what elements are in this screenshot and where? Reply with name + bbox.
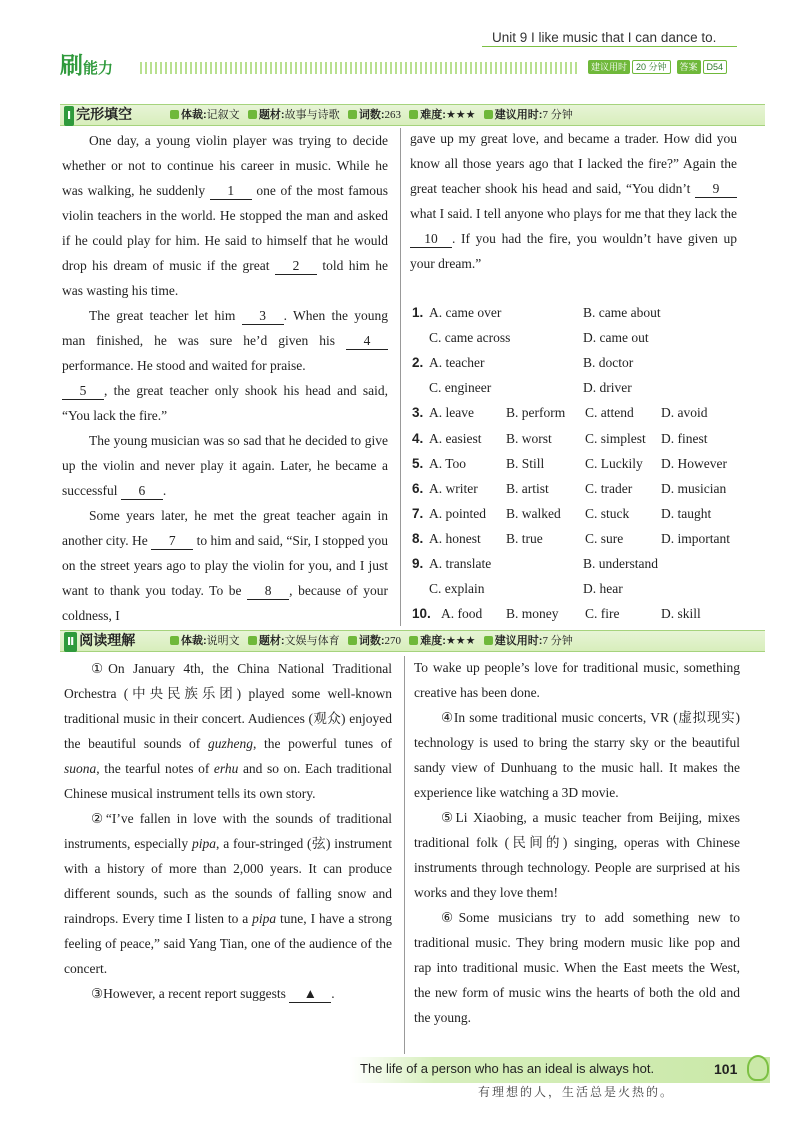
- cloze-paragraph: The great teacher let him 3 . When the young man finished, he was sure he’d given his 4 performance. He stood and waited for praise.: [62, 308, 388, 373]
- question-number: 3.: [412, 405, 424, 421]
- words-icon: [348, 636, 357, 645]
- unit-title: Unit 9 I like music that I can dance to.: [492, 30, 717, 45]
- option-d: D. skill: [661, 606, 701, 622]
- option-c: C. attend: [585, 405, 634, 421]
- cloze-paragraph: One day, a young violin player was trying to decide whether or not to continue his career in music. While he was walking, he suddenly 1 one of the most famous violin teachers in the world. He stopped the man and asked if he could play for him. He said to himself that he would drop his dream of music if the great 2 told him he was wasting his time.: [62, 133, 388, 298]
- section2-meta: 体裁:说明文 题材:文娱与体育 词数:270 难度:★★★ 建议用时:7 分钟: [170, 631, 573, 651]
- question-number: 1.: [412, 305, 424, 320]
- column-divider: [404, 656, 405, 1054]
- page-number: 101: [714, 1061, 738, 1077]
- time-value: 20 分钟: [632, 60, 671, 74]
- option-c: C. simplest: [585, 430, 646, 446]
- blank-3[interactable]: 3: [242, 307, 284, 325]
- blank-4[interactable]: 4: [346, 332, 388, 350]
- option-b: B. doctor: [583, 355, 634, 371]
- clock-icon: [484, 636, 493, 645]
- option-b: B. understand: [583, 556, 658, 571]
- reading-paragraph: ⑤Li Xiaobing, a music teacher from Beijing, mixes traditional folk (民间的) singing, operas with Chinese instruments through technology. People are surprised at his works and they love them!: [414, 810, 740, 900]
- blank-6[interactable]: 6: [121, 482, 163, 500]
- question-number: 10.: [412, 606, 431, 622]
- blank-9[interactable]: 9: [695, 180, 737, 198]
- option-c: C. engineer: [429, 380, 492, 396]
- cloze-paragraph: Some years later, he met the great teacher again in another city. He 7 to him and said, “Sir, I stopped you on the street years ago to play the violin for you, and I just want to thank you today. To be 8 , because of your coldness, I: [62, 508, 388, 623]
- option-a: A. translate: [429, 556, 492, 571]
- answer-blank[interactable]: ▲: [289, 985, 331, 1003]
- reading-paragraph: ③However, a recent report suggests ▲ .: [91, 986, 335, 1001]
- option-b: B. walked: [506, 505, 561, 521]
- option-c: C. explain: [429, 581, 485, 597]
- option-d: D. avoid: [661, 405, 708, 421]
- lightbulb-icon: [747, 1055, 769, 1081]
- blank-2[interactable]: 2: [275, 257, 317, 275]
- option-a: A. writer: [429, 480, 478, 496]
- option-d: D. musician: [661, 480, 727, 496]
- question-number: 8.: [412, 530, 424, 546]
- option-d: D. important: [661, 530, 730, 546]
- book-icon: [170, 110, 179, 119]
- option-a: A. food: [441, 606, 483, 622]
- option-b: B. Still: [506, 455, 545, 471]
- option-d: D. hear: [583, 581, 623, 597]
- option-c: C. stuck: [585, 505, 630, 521]
- option-a: A. Too: [429, 455, 467, 471]
- footer-motto-en: The life of a person who has an ideal is always hot.: [360, 1061, 655, 1076]
- option-b: B. perform: [506, 405, 566, 421]
- book-icon: [170, 636, 179, 645]
- blank-10[interactable]: 10: [410, 230, 452, 248]
- difficulty-icon: [409, 110, 418, 119]
- time-label: 建议用时: [588, 60, 630, 74]
- brand-logo: 刷能力: [60, 53, 114, 79]
- blank-1[interactable]: 1: [210, 182, 252, 200]
- answer-label: 答案: [677, 60, 701, 74]
- blank-8[interactable]: 8: [247, 582, 289, 600]
- cloze-left-column: [62, 128, 388, 628]
- clock-icon: [484, 110, 493, 119]
- section1-title: Ⅰ 完形填空: [60, 105, 140, 125]
- cloze-paragraph: 5 , the great teacher only shook his head and said, “You lack the fire.”: [62, 383, 388, 423]
- time-info: [588, 60, 733, 74]
- option-d: D. driver: [583, 380, 632, 396]
- option-b: B. money: [506, 606, 559, 622]
- header-stripe: [140, 62, 580, 74]
- words-icon: [348, 110, 357, 119]
- option-c: C. sure: [585, 530, 624, 546]
- option-b: B. came about: [583, 305, 661, 320]
- option-c: C. fire: [585, 606, 620, 622]
- reading-left-column: [64, 656, 392, 1006]
- section2-title: Ⅱ 阅读理解: [60, 631, 143, 651]
- section1-meta: 体裁:记叙文 题材:故事与诗歌 词数:263 难度:★★★ 建议用时:7 分钟: [170, 105, 573, 125]
- option-d: D. came out: [583, 330, 649, 346]
- cloze-paragraph: The young musician was so sad that he decided to give up the violin and never play it again. Later, he became a successful 6 .: [62, 433, 388, 498]
- answer-code: D54: [703, 60, 728, 74]
- section1-header: [60, 104, 765, 126]
- section2-header: [60, 630, 765, 652]
- option-a: A. came over: [429, 305, 502, 320]
- option-c: C. Luckily: [585, 455, 643, 471]
- reading-paragraph: ①On January 4th, the China National Traditional Orchestra (中央民族乐团) played some well-known traditional music in their concert. Audiences (观众) enjoyed the beautiful sounds of guzheng, the powerful tunes of suona, the tearful notes of erhu and so on. Each traditional Chinese musical instrument tells its own story.: [64, 661, 393, 801]
- option-d: D. taught: [661, 505, 712, 521]
- blank-5[interactable]: 5: [62, 382, 104, 400]
- reading-paragraph: ④In some traditional music concerts, VR (虚拟现实) technology is used to bring the starry sky or the beautiful sandy view of Dunhuang to the music hall. It makes the experience like watching a 3D movie.: [414, 710, 740, 800]
- option-a: A. leave: [429, 405, 474, 421]
- reading-paragraph: To wake up people’s love for traditional music, something creative has been done.: [414, 660, 740, 700]
- blank-7[interactable]: 7: [151, 532, 193, 550]
- option-d: D. However: [661, 455, 727, 471]
- question-number: 2.: [412, 355, 424, 371]
- option-a: A. pointed: [429, 505, 486, 521]
- difficulty-icon: [409, 636, 418, 645]
- footer-motto-zh: 有理想的人，生活总是火热的。: [478, 1085, 675, 1099]
- topic-icon: [248, 636, 257, 645]
- option-a: A. easiest: [429, 430, 482, 446]
- question-number: 9.: [412, 556, 424, 571]
- option-b: B. worst: [506, 430, 552, 446]
- cloze-paragraph: gave up my great love, and became a trader. How did you know all those years ago that I lacked the fire?” Again the great teacher shook his head and said, “You didn’t 9 what I said. I tell anyone who plays for me that they lack the 10 . If you had the fire, you wouldn’t have given up your dream.”: [410, 131, 737, 271]
- question-number: 4.: [412, 430, 424, 446]
- option-a: A. teacher: [429, 355, 485, 371]
- reading-right-column: [414, 655, 740, 1030]
- topic-icon: [248, 110, 257, 119]
- question-number: 5.: [412, 455, 424, 471]
- option-a: A. honest: [429, 530, 481, 546]
- reading-paragraph: ②“I’ve fallen in love with the sounds of traditional instruments, especially pipa, a four-stringed (弦) instrument with a history of more than 2,000 years. It can produce different sounds, such as the sounds of falling snow and raindrops. Every time I listen to a pipa tune, I have a strong feeling of peace,” said Yang Tian, one of the audience of the concert.: [64, 811, 393, 976]
- option-b: B. artist: [506, 480, 549, 496]
- option-c: C. came across: [429, 330, 511, 346]
- question-number: 6.: [412, 480, 424, 496]
- cloze-right-column: [410, 126, 737, 276]
- column-divider: [400, 128, 401, 626]
- question-number: 7.: [412, 505, 424, 521]
- reading-paragraph: ⑥Some musicians try to add something new to traditional music. They bring modern music like pop and rap into traditional music. When the East meets the West, the new form of music wins the hearts of both the old and the young.: [414, 910, 740, 1025]
- option-d: D. finest: [661, 430, 708, 446]
- header-divider: [482, 46, 737, 47]
- option-b: B. true: [506, 530, 543, 546]
- option-c: C. trader: [585, 480, 633, 496]
